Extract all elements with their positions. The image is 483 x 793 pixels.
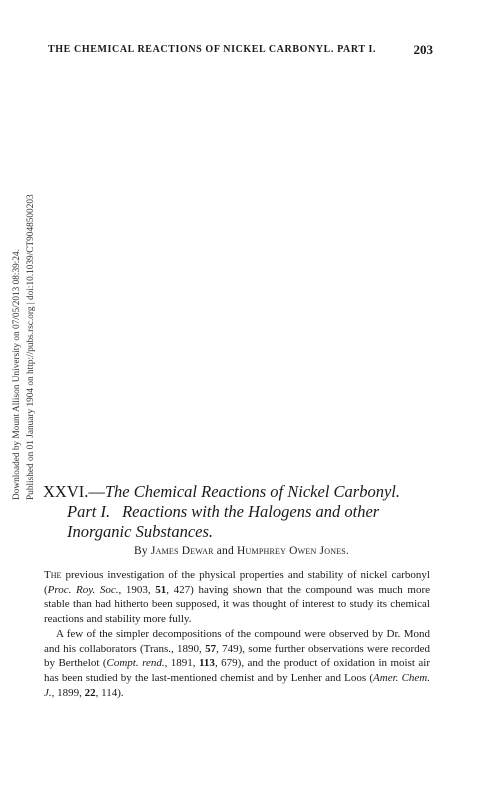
paragraph-1 xyxy=(44,568,430,627)
title-line-2 xyxy=(43,502,443,522)
title-subtitle: Reactions with the Halogens and other xyxy=(122,502,380,521)
byline-by: By xyxy=(134,545,148,557)
para2-text: , 679), and the product of oxidation in moist air has been studied by the last-mentioned chemist and by Lenher and Loos ( xyxy=(44,657,431,684)
download-note: Downloaded by Mount Allison University on 07/05/2013 08:39:24. xyxy=(12,248,22,500)
title-main: The Chemical Reactions of Nickel Carbonyl. xyxy=(104,482,400,501)
title-subtitle-end: Inorganic Substances. xyxy=(67,522,214,541)
title-line-1: XXVI.—The Chemical Reactions of Nickel Carbonyl. xyxy=(43,482,400,501)
title-part: Part I. xyxy=(67,502,111,521)
para2-text: , 1891, xyxy=(164,657,200,670)
article-number: XXVI. xyxy=(43,482,89,501)
para1-text: , 1903, xyxy=(118,583,156,596)
volume-number: 22 xyxy=(84,686,96,699)
citation-compt-rend: Compt. rend. xyxy=(106,657,165,670)
volume-number: 51 xyxy=(155,583,167,596)
article-title xyxy=(43,482,443,542)
citation-proc-roy-soc: Proc. Roy. Soc. xyxy=(47,583,119,596)
para2-text: , 114). xyxy=(95,686,124,699)
download-watermark xyxy=(10,160,38,500)
para1-lead: The xyxy=(44,569,62,581)
para1-text: , 427) having shown that the compound was much more stable than had hitherto been supposed, it was thought of interest to study its chemical reactions and stability more fully. xyxy=(44,583,430,626)
para2-text: A few of the simpler decompositions of the compound were observed by Dr. Mond and his collaborators (Trans., 1890, xyxy=(44,627,430,655)
para2-text: , 1899, xyxy=(51,686,85,699)
para2-text: , 749), some further observations were recorded by Berthelot ( xyxy=(44,642,430,670)
title-line-3 xyxy=(43,522,443,542)
byline xyxy=(0,545,483,557)
publication-note: Published on 01 January 1904 on http://pubs.rsc.org | doi:10.1039/CT9048500203 xyxy=(26,194,36,500)
volume-number: 113 xyxy=(199,657,215,670)
para1-text: previous investigation of the physical properties and stability of nickel carbonyl ( xyxy=(44,569,430,596)
author-jones: Humphrey Owen Jones. xyxy=(237,545,349,557)
page-number: 203 xyxy=(413,42,433,57)
paragraph-2 xyxy=(44,627,430,701)
article-body xyxy=(44,568,430,700)
running-head-title: THE CHEMICAL REACTIONS OF NICKEL CARBONYL. PART I. xyxy=(48,44,377,55)
author-dewar: James Dewar xyxy=(150,545,214,557)
volume-number: 57 xyxy=(205,642,217,655)
byline-and: and xyxy=(216,545,234,557)
citation-amer-chem-j: Amer. Chem. J. xyxy=(44,671,430,699)
